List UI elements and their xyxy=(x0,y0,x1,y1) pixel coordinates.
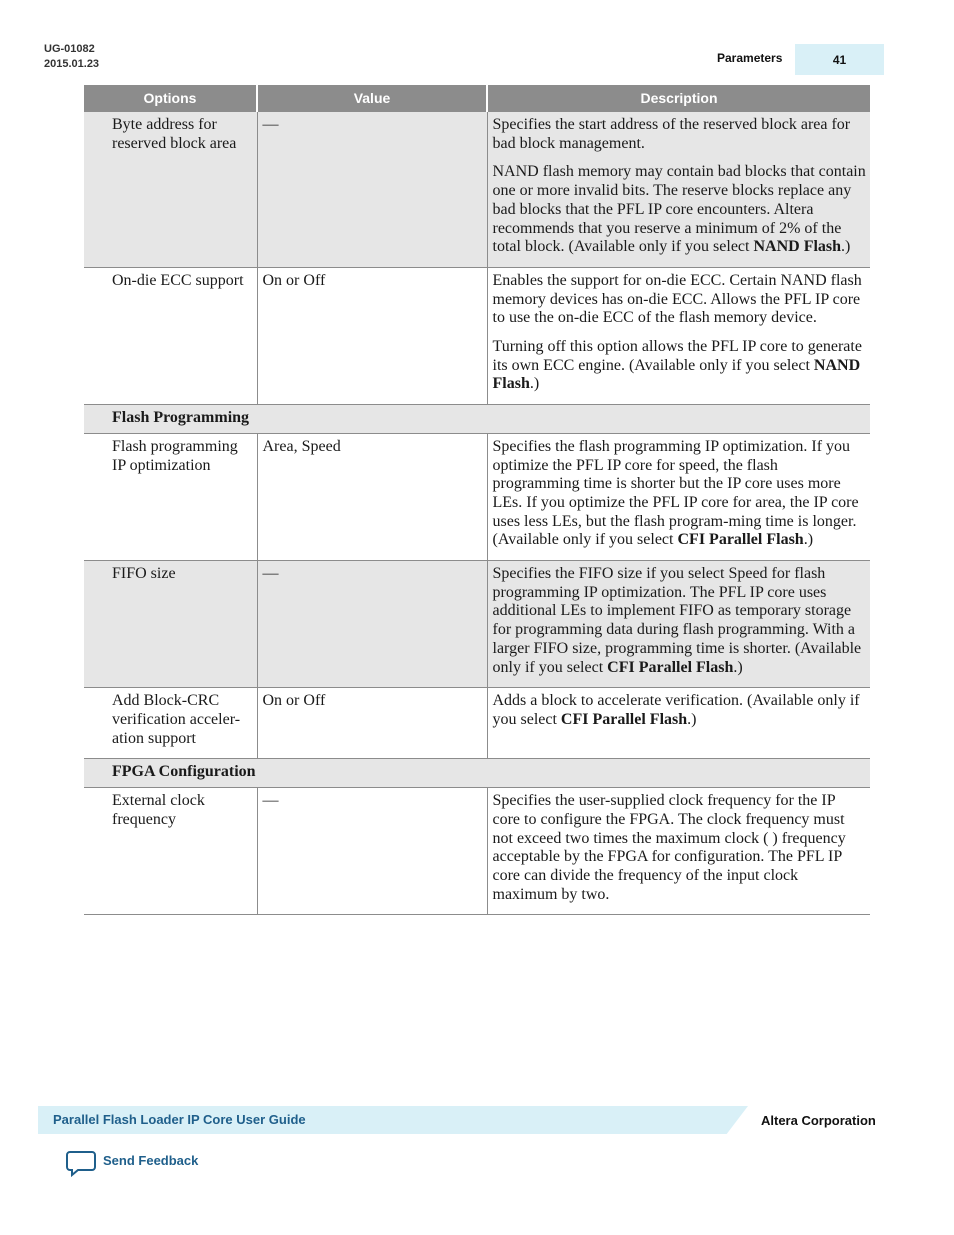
description-cell xyxy=(487,433,870,560)
table-row xyxy=(84,267,870,404)
column-header-description: Description xyxy=(487,85,870,112)
page-number: 41 xyxy=(795,44,884,75)
description-paragraph: Specifies the user-supplied clock frequency for the IP core to configure the FPGA. The clock frequency must not exceed two times the maximum clock ( ) frequency acceptable by the FPGA for configuration. The PFL IP core can divide the frequency of the input clock maximum by two. xyxy=(492,792,846,903)
table-row xyxy=(84,788,870,915)
description-paragraph: NAND flash memory may contain bad blocks that contain one or more invalid bits. The reserve blocks replace any bad blocks that the PFL IP core encounters. Altera recommends that you reserve a minimum of 2% of the total block. (Available only if you select NAND Flash.) xyxy=(492,163,866,256)
doc-id: UG-01082 xyxy=(44,43,95,55)
parameters-table xyxy=(84,85,870,915)
feedback-icon[interactable] xyxy=(66,1150,96,1177)
description-paragraph: Adds a block to accelerate verification. (Available only if you select CFI Parallel Flash.) xyxy=(492,692,860,728)
bold-term: NAND Flash xyxy=(492,356,861,393)
section-row xyxy=(84,405,870,434)
description-cell xyxy=(487,788,870,915)
option-cell: Flash programming IP optimization xyxy=(84,433,257,560)
bold-term: CFI Parallel Flash xyxy=(607,658,734,676)
table-row xyxy=(84,112,870,267)
description-cell xyxy=(487,112,870,267)
value-cell: On or Off xyxy=(257,267,487,404)
doc-date: 2015.01.23 xyxy=(44,58,100,70)
bold-term: CFI Parallel Flash xyxy=(560,710,688,728)
option-cell: External clock frequency xyxy=(84,788,257,915)
table-row xyxy=(84,433,870,560)
description-cell xyxy=(487,688,870,759)
value-cell: — xyxy=(257,112,487,267)
value-cell: Area, Speed xyxy=(257,433,487,560)
option-cell: FIFO size xyxy=(84,561,257,688)
bold-term: NAND Flash xyxy=(753,238,842,256)
doc-id-block xyxy=(44,42,99,72)
table-row xyxy=(84,688,870,759)
table-row xyxy=(84,561,870,688)
option-cell: On-die ECC support xyxy=(84,267,257,404)
column-header-value: Value xyxy=(257,85,487,112)
description-paragraph: Specifies the FIFO size if you select Speed for flash programming IP optimization. The PFL IP core uses additional LEs to implement FIFO as temporary storage for programming data during flash programming. With a larger FIFO size, programming time is shorter. (Available only if you select CFI Parallel Flash.) xyxy=(492,565,862,676)
option-cell: Byte address for reserved block area xyxy=(84,112,257,267)
company-name: Altera Corporation xyxy=(761,1113,876,1128)
description-cell xyxy=(487,267,870,404)
description-cell xyxy=(487,561,870,688)
description-paragraph: Specifies the start address of the reserved block area for bad block management. xyxy=(492,116,851,152)
send-feedback-link[interactable]: Send Feedback xyxy=(103,1153,199,1168)
guide-title-link[interactable]: Parallel Flash Loader IP Core User Guide xyxy=(53,1112,306,1127)
section-title: FPGA Configuration xyxy=(84,759,870,788)
section-name: Parameters xyxy=(717,51,783,65)
section-title: Flash Programming xyxy=(84,405,870,434)
description-paragraph: Enables the support for on-die ECC. Certain NAND flash memory devices has on-die ECC. Allows the PFL IP core to use the on-die ECC of the flash memory device. xyxy=(492,271,862,327)
section-row xyxy=(84,759,870,788)
value-cell: — xyxy=(257,788,487,915)
description-paragraph: Specifies the flash programming IP optimization. If you optimize the PFL IP core for speed, the flash programming time is shorter but the IP core uses more LEs. If you optimize the PFL IP core for area, the IP core uses less LEs, but the flash program-ming time is longer. (Available only if you select CFI Parallel Flash.) xyxy=(492,437,859,549)
column-header-options: Options xyxy=(84,85,257,112)
bold-term: CFI Parallel Flash xyxy=(677,531,804,549)
option-cell: Add Block-CRC verification acceler-ation support xyxy=(84,688,257,759)
value-cell: — xyxy=(257,561,487,688)
value-cell: On or Off xyxy=(257,688,487,759)
table-header-row xyxy=(84,85,870,112)
description-paragraph: Turning off this option allows the PFL IP core to generate its own ECC engine. (Available only if you select NAND Flash.) xyxy=(492,338,862,393)
